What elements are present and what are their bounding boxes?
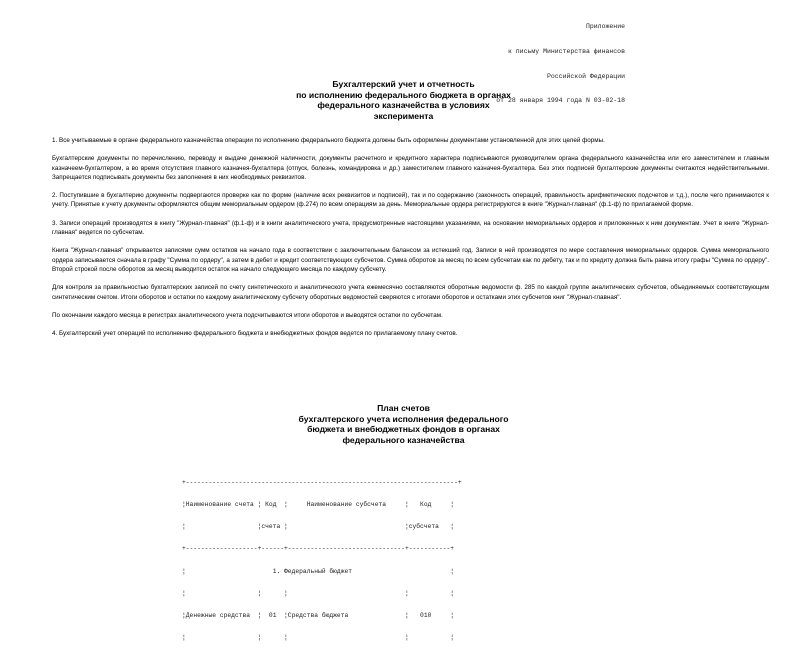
paragraph-5: Книга "Журнал-главная" открывается записями сумм остатков на начало года в соответствии с заключительным балансом за истекший год. Записи в ней производятся по мере составления мемориальных ордеров. Сумма мемориального ордера записывается сначала в графу "Сумма по ордеру", а затем в дебет и кредит соответствующих субсчетов. Сумма оборотов за месяц по всем субсчетам как по дебету, так и по кредиту должна быть равна итогу графы "Сумма по ордеру". Второй строкой после оборотов за месяц выводится остаток на начало следующего месяца по каждому субсчету.	[52, 247, 769, 273]
plan-title	[0, 403, 807, 445]
document-title-line: федерального казначейства в условиях	[317, 100, 490, 111]
document-title-line: по исполнению федерального бюджета в органах	[296, 89, 511, 100]
paragraph-2: Бухгалтерские документы по перечислению, переводу и выдаче денежной наличности, документы расчетного и кредитного характера подписываются руководителем органа федерального казначейства или его заместителем и главным казначеем-бухгалтером, а во время отсутствия главного казначея-бухгалтера (отпуск, болезнь, командировка и др.) заместителем главного казначея-бухгалтера. Без этих подписей бухгалтерские документы считаются недействительными. Запрещается подписывать документы без заполнения в них необходимых реквизитов.	[52, 155, 769, 181]
paragraph-4: 3. Записи операций производятся в книгу "Журнал-главная" (ф.1-ф) и в книги аналитического учета, предусмотренные настоящими указаниями, на основании мемориальных ордеров и приложенных к ним документам. Учет в книге "Журнал-главная" ведется по субсчетам.	[52, 219, 769, 237]
table-header-row: ¦ ¦счета ¦ ¦субсчета ¦	[182, 523, 455, 531]
account-plan-table	[182, 464, 462, 649]
appendix-line: Приложение	[585, 23, 625, 31]
table-section-row: ¦ 1. Федеральный бюджет ¦	[182, 567, 455, 575]
plan-title-line: федерального казначейства	[342, 434, 465, 445]
plan-title-line: бюджета и внебюджетных фондов в органах	[307, 424, 500, 435]
table-row: ¦ ¦ ¦ ¦ ¦	[182, 589, 455, 597]
appendix-line: от 28 января 1994 года N 03-02-18	[496, 97, 625, 105]
paragraph-6: Для контроля за правильностью бухгалтерских записей по счету синтетического и аналитического учета ежемесячно составляются оборотные ведомости ф. 285 по каждой группе аналитических субсчетов, объединяемых соответствующим синтетическим счетом. Итоги оборотов и остатки по каждому аналитическому субсчету оборотных ведомостей сверяются с итогами оборотов и остатками этих субсчетов книг "Журнал-главная".	[52, 284, 769, 301]
plan-title-line: бухгалтерского учета исполнения федерального	[298, 413, 509, 424]
appendix-line: Российской Федерации	[546, 72, 625, 80]
table-border-line: +-------------------+------+-------------------------------+-----------+	[182, 545, 455, 553]
document-title-line: эксперимента	[373, 110, 434, 121]
table-row: ¦Денежные средства ¦ 01 ¦Средства бюджета ¦ 010 ¦	[182, 612, 455, 620]
table-border-line: +------------------------------------------------------------------------+	[182, 478, 462, 486]
table-header-row: ¦Наименование счета ¦ Код ¦ Наименование субсчета ¦ Код ¦	[182, 501, 455, 509]
table-row: ¦ ¦ ¦ ¦ ¦	[182, 634, 455, 642]
document-body	[52, 136, 769, 338]
paragraph-7: По окончании каждого месяца в регистрах аналитического учета подсчитываются итоги оборотов и выводятся остатки по субсчетам.	[52, 311, 443, 319]
paragraph-1: 1. Все учитываемые в органе федерального казначейства операции по исполнению федерального бюджета должны быть оформлены документами установленной для этих целей формы.	[52, 137, 605, 144]
document-title	[0, 79, 807, 121]
document-title-line: Бухгалтерский учет и отчетность	[332, 79, 475, 89]
plan-title-line: План счетов	[377, 403, 430, 413]
paragraph-8: 4. Бухгалтерский учет операций по исполнению федерального бюджета и внебюджетных фондов ведется по прилагаемому плану счетов.	[52, 330, 458, 338]
paragraph-3: 2. Поступившие в бухгалтерию документы подвергаются проверке как по форме (наличие всех реквизитов и подписей), так и по содержанию (законность операций, правильность арифметических подсчетов и т.д.), после чего принимаются к учету. Принятые к учету документы оформляются общим мемориальным ордером (ф.274) по всем операциям за день. Мемориальные ордера регистрируются в книге "Журнал-главная" (ф.1-ф) по прилагаемой форме.	[52, 192, 769, 209]
appendix-line: к письму Министерства финансов	[507, 48, 625, 56]
